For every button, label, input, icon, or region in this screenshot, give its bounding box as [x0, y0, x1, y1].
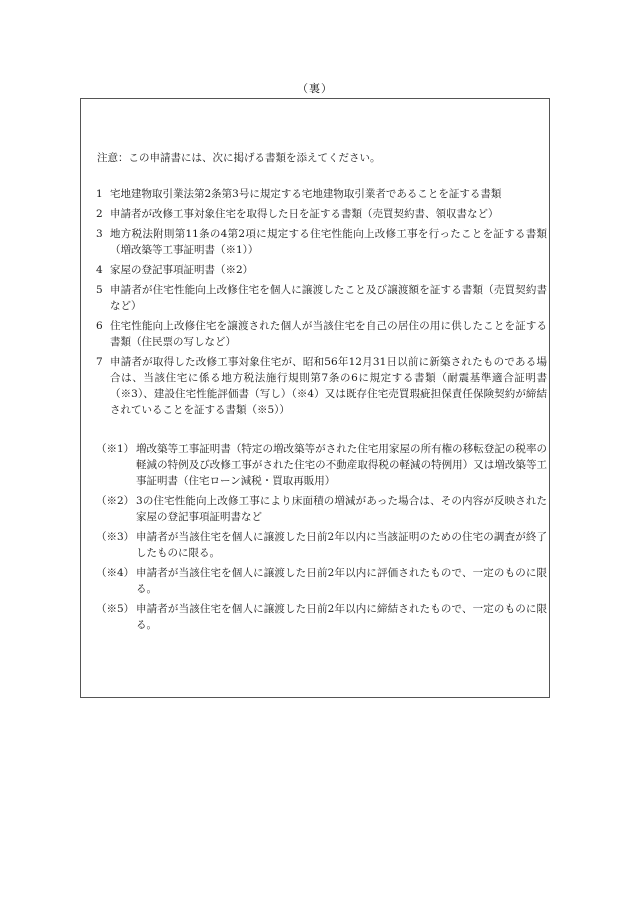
document-text: 家屋の登記事項証明書（※2）: [110, 264, 254, 276]
document-item: [96, 226, 547, 258]
document-text: 宅地建物取引業法第2条第3号に規定する宅地建物取引業者であることを証する書類: [110, 188, 502, 200]
footnote-marker: （※4）: [96, 567, 135, 579]
document-text: 申請者が住宅性能向上改修住宅を個人に譲渡したこと及び譲渡額を証する書類（売買契約書など）: [110, 284, 547, 312]
document-item: [96, 206, 547, 222]
document-item: [96, 262, 547, 278]
footnote-item: [96, 601, 547, 633]
document-text: 申請者が改修工事対象住宅を取得した日を証する書類（売買契約書、領収書など）: [110, 208, 499, 220]
document-item: [96, 318, 547, 350]
notice-intro: 注意：この申請書には、次に掲げる書類を添えてください。: [97, 152, 381, 164]
document-number: 1: [96, 188, 103, 200]
document-item: [96, 354, 547, 418]
footnote-marker: （※1）: [96, 443, 135, 455]
document-number: 6: [96, 320, 103, 332]
document-text: 申請者が取得した改修工事対象住宅が、昭和56年12月31日以前に新築されたものである場合は、当該住宅に係る地方税法施行規則第7条の6に規定する書類（耐震基準適合証明書（※3）、建設住宅性能評価書（写し）（※4）又は既存住宅売買瑕疵担保責任保険契約が締結されていることを証する書類（※5））: [110, 356, 547, 416]
footnote-marker: （※5）: [96, 603, 135, 615]
footnote-marker: （※2）: [96, 495, 135, 507]
page-side-label: （裏）: [297, 82, 333, 95]
footnote-text: 3の住宅性能向上改修工事により床面積の増減があった場合は、その内容が反映された家屋の登記事項証明書など: [136, 495, 547, 523]
footnote-item: [96, 529, 547, 561]
footnote-item: [96, 441, 547, 489]
document-number: 7: [96, 356, 103, 368]
footnote-item: [96, 493, 547, 525]
footnote-item: [96, 565, 547, 597]
footnote-text: 申請者が当該住宅を個人に譲渡した日前2年以内に当該証明のための住宅の調査が終了したものに限る。: [136, 531, 547, 559]
document-text: 地方税法附則第11条の4第2項に規定する住宅性能向上改修工事を行ったことを証する書類（増改築等工事証明書（※1））: [110, 228, 547, 256]
document-number: 3: [96, 228, 103, 240]
required-documents-list: [96, 186, 547, 422]
document-number: 5: [96, 284, 103, 296]
document-number: 2: [96, 208, 103, 220]
footnotes-list: [96, 441, 547, 637]
footnote-text: 申請者が当該住宅を個人に譲渡した日前2年以内に締結されたもので、一定のものに限る。: [136, 603, 547, 631]
document-item: [96, 282, 547, 314]
footnote-marker: （※3）: [96, 531, 135, 543]
document-number: 4: [96, 264, 103, 276]
footnote-text: 増改築等工事証明書（特定の増改築等がされた住宅用家屋の所有権の移転登記の税率の軽減の特例及び改修工事がされた住宅の不動産取得税の軽減の特例用）又は増改築等工事証明書（住宅ローン減税・買取再販用）: [136, 443, 547, 487]
footnote-text: 申請者が当該住宅を個人に譲渡した日前2年以内に評価されたもので、一定のものに限る。: [136, 567, 547, 595]
document-text: 住宅性能向上改修住宅を譲渡された個人が当該住宅を自己の居住の用に供したことを証する書類（住民票の写しなど）: [110, 320, 547, 348]
document-item: [96, 186, 547, 202]
